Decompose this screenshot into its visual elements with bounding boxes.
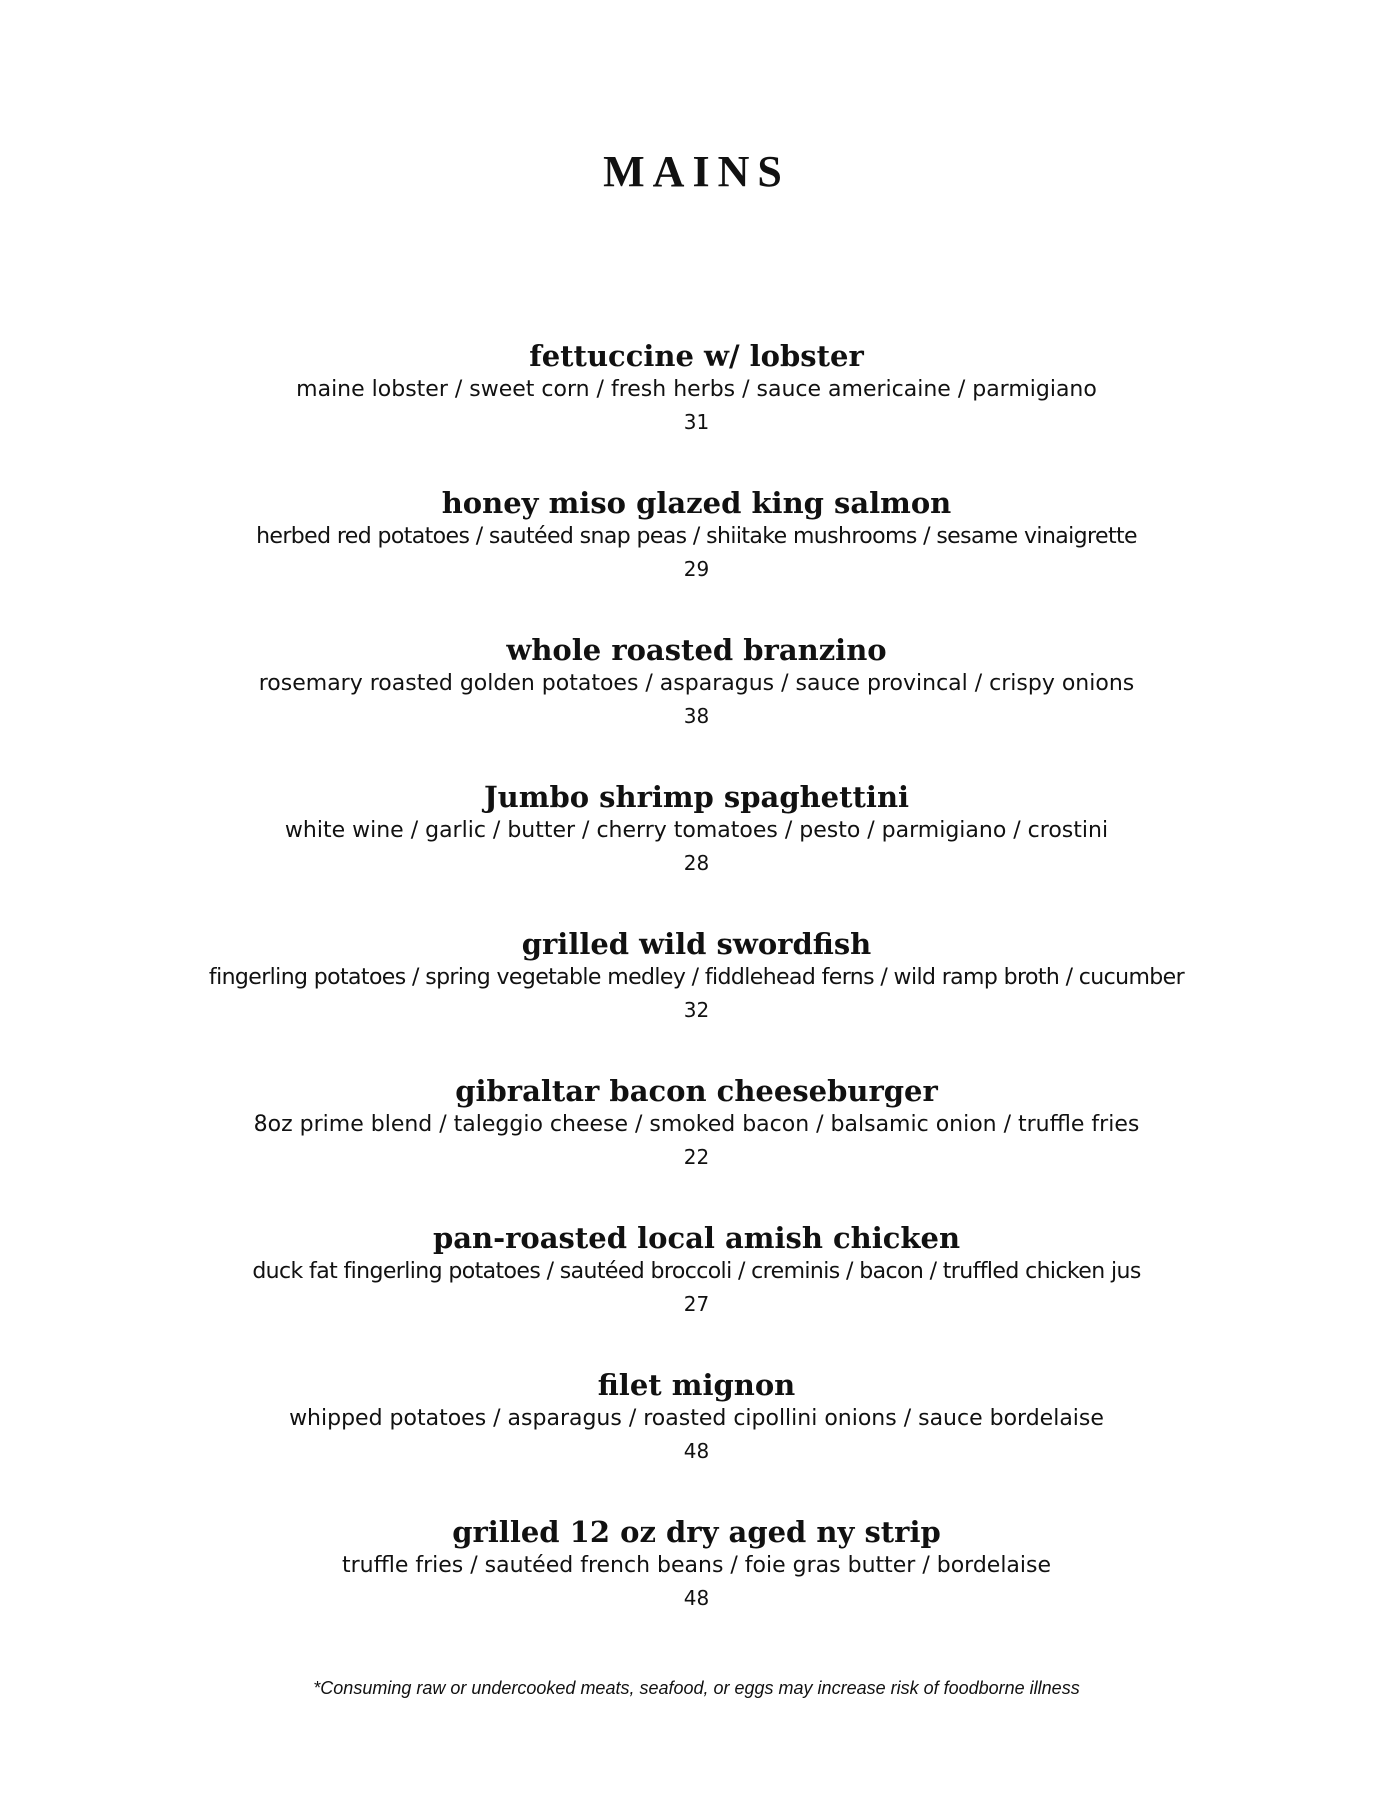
menu-list: [0, 338, 1393, 1661]
menu-item-name: gibraltar bacon cheeseburger: [455, 1074, 938, 1108]
menu-item-name: grilled wild swordfish: [521, 927, 872, 961]
menu-item: [0, 1220, 1393, 1367]
menu-item-description: 8oz prime blend / taleggio cheese / smoked bacon / balsamic onion / truffle fries: [253, 1112, 1140, 1137]
menu-item-price: 48: [683, 1586, 710, 1610]
food-safety-disclaimer: *Consuming raw or undercooked meats, seafood, or eggs may increase risk of foodborne illness: [313, 1678, 1080, 1698]
menu-item-name: grilled 12 oz dry aged ny strip: [452, 1515, 941, 1549]
page-title: MAINS: [603, 147, 790, 196]
menu-item-name: Jumbo shrimp spaghettini: [483, 780, 910, 814]
menu-item-name: pan-roasted local amish chicken: [432, 1221, 961, 1255]
menu-item: [0, 1073, 1393, 1220]
menu-item: [0, 779, 1393, 926]
menu-item-description: fingerling potatoes / spring vegetable medley / fiddlehead ferns / wild ramp broth / cucumber: [208, 965, 1185, 990]
menu-item-name: fettuccine w/ lobster: [529, 339, 864, 373]
menu-item-price: 31: [683, 410, 710, 434]
menu-item-name: filet mignon: [597, 1368, 796, 1402]
menu-item-description: white wine / garlic / butter / cherry tomatoes / pesto / parmigiano / crostini: [284, 818, 1109, 843]
menu-item: [0, 1514, 1393, 1661]
menu-item-description: truffle fries / sautéed french beans / foie gras butter / bordelaise: [341, 1553, 1052, 1578]
menu-item-description: duck fat fingerling potatoes / sautéed broccoli / creminis / bacon / truffled chicken jus: [252, 1259, 1141, 1284]
menu-item: [0, 1367, 1393, 1514]
menu-item-price: 38: [683, 704, 710, 728]
menu-item: [0, 632, 1393, 779]
menu-item-price: 27: [683, 1292, 710, 1316]
menu-item-price: 29: [683, 557, 710, 581]
menu-item: [0, 338, 1393, 485]
menu-item-description: whipped potatoes / asparagus / roasted cipollini onions / sauce bordelaise: [289, 1406, 1104, 1431]
menu-item-price: 22: [683, 1145, 710, 1169]
menu-item-description: maine lobster / sweet corn / fresh herbs / sauce americaine / parmigiano: [296, 377, 1097, 402]
menu-item-description: herbed red potatoes / sautéed snap peas / shiitake mushrooms / sesame vinaigrette: [256, 524, 1137, 549]
menu-item-price: 32: [683, 998, 710, 1022]
menu-item-name: honey miso glazed king salmon: [441, 486, 952, 520]
menu-item-price: 48: [683, 1439, 710, 1463]
menu-item: [0, 926, 1393, 1073]
menu-item-name: whole roasted branzino: [506, 633, 887, 667]
menu-item: [0, 485, 1393, 632]
menu-item-price: 28: [683, 851, 710, 875]
menu-item-description: rosemary roasted golden potatoes / asparagus / sauce provincal / crispy onions: [258, 671, 1135, 696]
